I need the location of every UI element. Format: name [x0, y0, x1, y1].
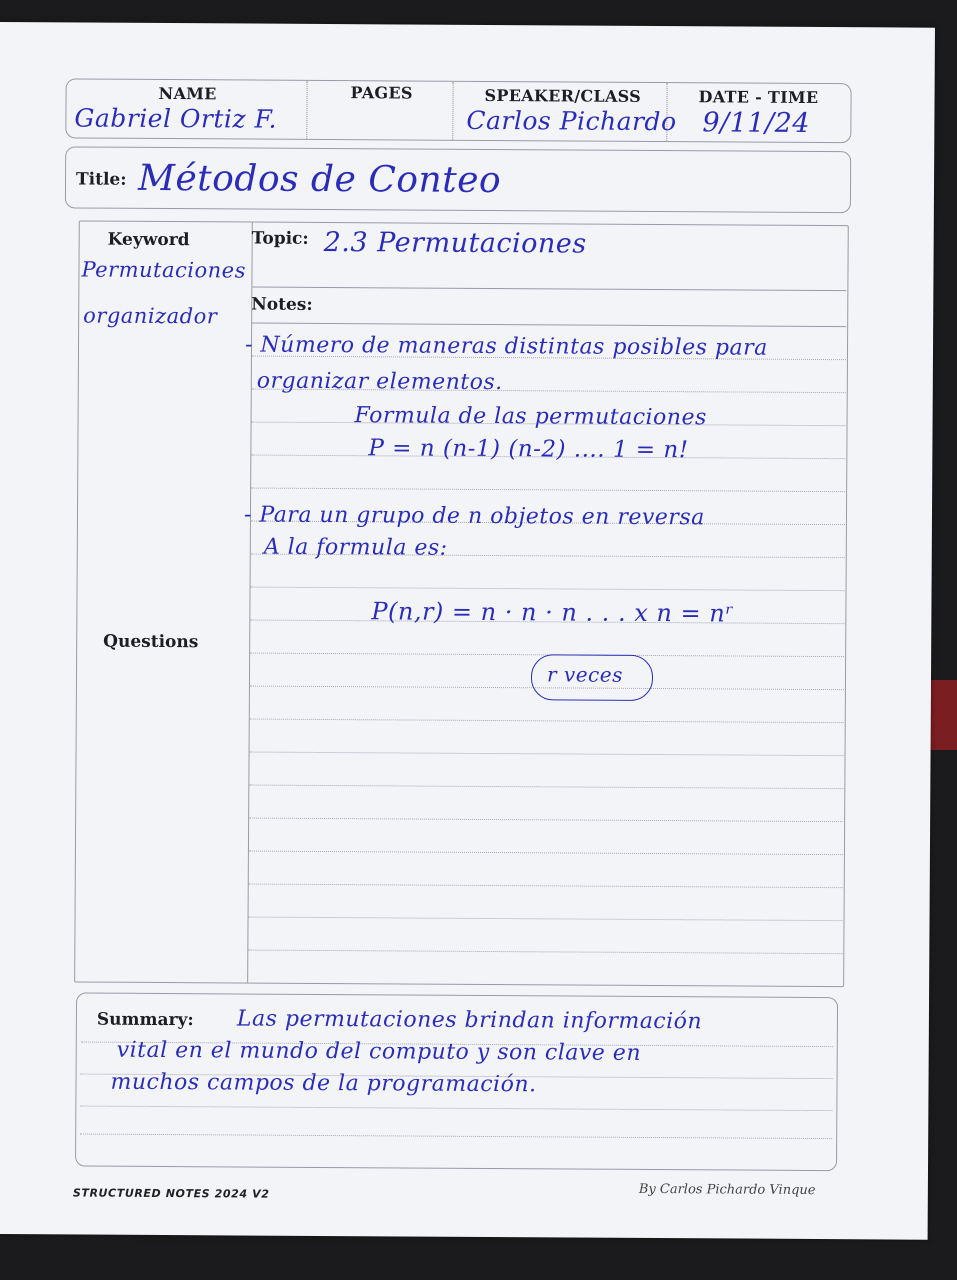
name-label: NAME	[158, 83, 217, 104]
name-value: Gabriel Ortiz F.	[74, 103, 278, 134]
notes-label: Notes:	[251, 294, 313, 315]
title-label: Title:	[75, 169, 127, 190]
summary-line: vital en el mundo del computo y son clave en	[116, 1037, 642, 1066]
pages-label: PAGES	[350, 83, 413, 103]
notes-line: P = n (n-1) (n-2) .... 1 = n!	[368, 435, 689, 464]
title-value: Métodos de Conteo	[137, 157, 502, 202]
footer-author: By Carlos Pichardo Vinque	[638, 1181, 816, 1199]
date-time-label: DATE - TIME	[698, 87, 819, 108]
date-value: 9/11/24	[702, 107, 811, 139]
keyword-item: Permutaciones	[81, 257, 246, 283]
keyword-label: Keyword	[107, 229, 190, 251]
speaker-value: Carlos Pichardo	[466, 105, 677, 137]
notes-line: Formula de las permutaciones	[354, 403, 707, 431]
speaker-class-label: SPEAKER/CLASS	[484, 85, 642, 106]
summary-box	[75, 992, 838, 1171]
title-box	[65, 146, 851, 213]
keyword-item: organizador	[83, 303, 218, 329]
notes-line: A la formula es:	[263, 534, 448, 561]
notes-line: - Número de maneras distintas posibles para	[244, 332, 768, 361]
notes-annotation: r veces	[546, 662, 623, 687]
notes-area	[74, 220, 849, 987]
notes-formula: P(n,r) = n · n · n . . . x n = nʳ	[371, 597, 735, 628]
topic-value: 2.3 Permutaciones	[323, 226, 587, 260]
summary-line: Las permutaciones brindan información	[236, 1006, 703, 1035]
notes-line: - Para un grupo de n objetos en reversa	[243, 502, 705, 531]
desk-background-accent	[927, 680, 957, 750]
note-sheet	[0, 22, 935, 1240]
footer-brand: STRUCTURED NOTES 2024 V2	[72, 1186, 270, 1201]
summary-line: muchos campos de la programación.	[110, 1069, 537, 1098]
header-box	[65, 78, 851, 143]
questions-label: Questions	[103, 631, 199, 653]
summary-label: Summary:	[96, 1009, 194, 1031]
topic-label: Topic:	[251, 228, 309, 249]
notes-line: organizar elementos.	[256, 368, 503, 396]
